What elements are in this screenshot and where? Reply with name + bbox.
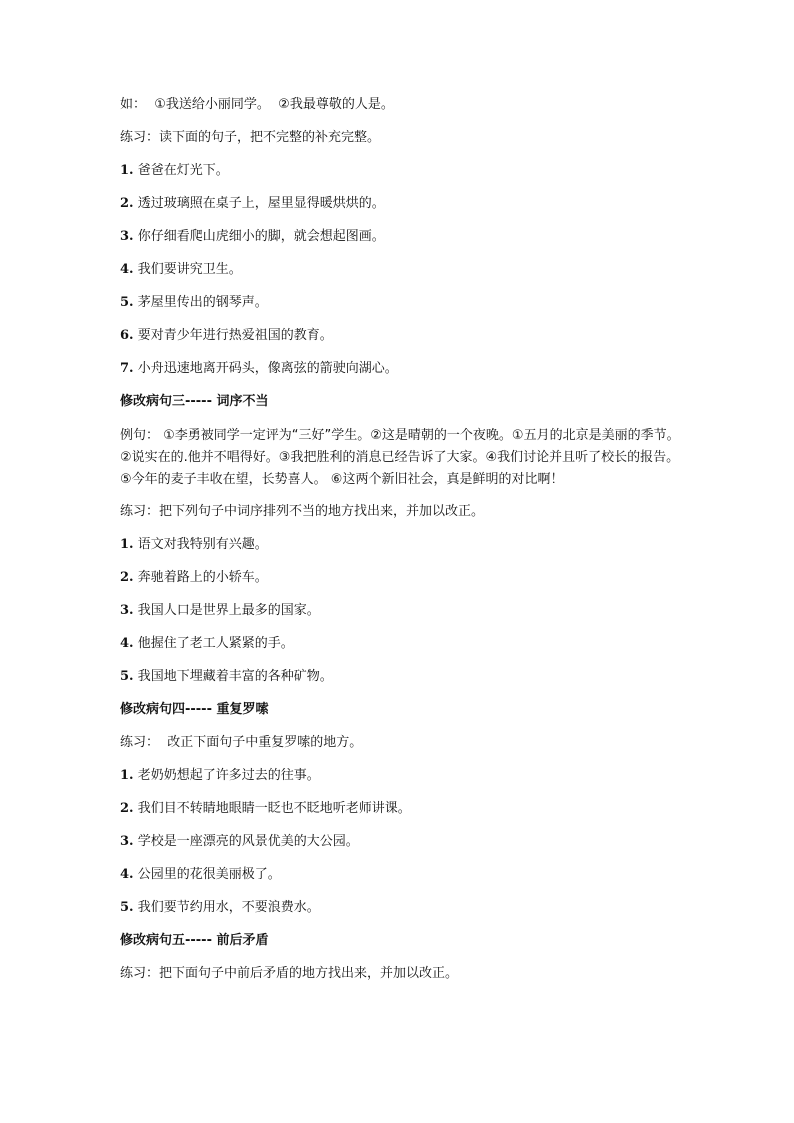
item-text: 我们目不转睛地眼睛一眨也不眨地听老师讲课。 (137, 801, 411, 816)
item-text: 我们要节约用水，不要浪费水。 (137, 900, 320, 915)
section3-instruction: 练习：把下列句子中词序排列不当的地方找出来，并加以改正。 (120, 504, 485, 519)
item-text: 爸爸在灯光下。 (137, 163, 229, 178)
item-text: 公园里的花很美丽极了。 (137, 867, 281, 882)
item-text: 要对青少年进行热爱祖国的教育。 (137, 328, 333, 343)
section5-heading: 修改病句五----- 前后矛盾 (120, 933, 269, 948)
item-number: 3. (120, 834, 134, 849)
item-number: 1. (120, 163, 134, 178)
list-item (120, 667, 680, 687)
list-item (120, 832, 680, 852)
list-item (120, 260, 680, 280)
item-text: 你仔细看爬山虎细小的脚，就会想起图画。 (137, 229, 385, 244)
item-text: 老奶奶想起了许多过去的往事。 (137, 768, 320, 783)
list-item (120, 293, 680, 313)
section4-heading: 修改病句四----- 重复罗嗦 (120, 702, 269, 717)
list-item (120, 535, 680, 555)
item-text: 小舟迅速地离开码头，像离弦的箭驶向湖心。 (137, 361, 398, 376)
item-number: 3. (120, 603, 134, 618)
list-item (120, 568, 680, 588)
item-text: 我国人口是世界上最多的国家。 (137, 603, 320, 618)
item-number: 2. (120, 570, 134, 585)
item-text: 透过玻璃照在桌子上，屋里显得暖烘烘的。 (137, 196, 385, 211)
item-number: 3. (120, 229, 134, 244)
list-item (120, 898, 680, 918)
item-number: 5. (120, 669, 134, 684)
item-text: 语文对我特别有兴趣。 (137, 537, 268, 552)
item-number: 4. (120, 262, 134, 277)
list-item (120, 766, 680, 786)
item-text: 奔驰着路上的小轿车。 (137, 570, 268, 585)
page-content (120, 95, 680, 997)
item-number: 5. (120, 295, 134, 310)
list-item (120, 194, 680, 214)
item-number: 5. (120, 900, 134, 915)
list-item (120, 799, 680, 819)
item-text: 茅屋里传出的钢琴声。 (137, 295, 268, 310)
item-text: 学校是一座漂亮的风景优美的大公园。 (137, 834, 359, 849)
list-item (120, 634, 680, 654)
item-text: 我们要讲究卫生。 (137, 262, 242, 277)
section3-heading: 修改病句三----- 词序不当 (120, 394, 269, 409)
item-number: 4. (120, 867, 134, 882)
item-text: 我国地下埋藏着丰富的各种矿物。 (137, 669, 333, 684)
item-number: 2. (120, 196, 134, 211)
section2-instruction: 练习：读下面的句子，把不完整的补充完整。 (120, 130, 381, 145)
list-item (120, 161, 680, 181)
list-item (120, 326, 680, 346)
list-item (120, 865, 680, 885)
section5-instruction: 练习：把下面句子中前后矛盾的地方找出来，并加以改正。 (120, 966, 459, 981)
list-item (120, 359, 680, 379)
example-intro: 如： ①我送给小丽同学。 ②我最尊敬的人是。 (120, 97, 394, 112)
item-number: 4. (120, 636, 134, 651)
list-item (120, 601, 680, 621)
item-text: 他握住了老工人紧紧的手。 (137, 636, 294, 651)
item-number: 1. (120, 537, 134, 552)
section4-instruction: 练习： 改正下面句子中重复罗嗦的地方。 (120, 735, 363, 750)
list-item (120, 227, 680, 247)
item-number: 7. (120, 361, 134, 376)
item-number: 2. (120, 801, 134, 816)
item-number: 6. (120, 328, 134, 343)
section3-example: 例句： ①李勇被同学一定评为“三好”学生。②这是晴朝的一个夜晚。①五月的北京是美丽的季节。②说实在的.他并不唱得好。③我把胜利的消息已经告诉了大家。④我们讨论并且听了校长的报告。 ⑤今年的麦子丰收在望，长势喜人。 ⑥这两个新旧社会，真是鲜明的对比啊！ (120, 428, 680, 487)
item-number: 1. (120, 768, 134, 783)
